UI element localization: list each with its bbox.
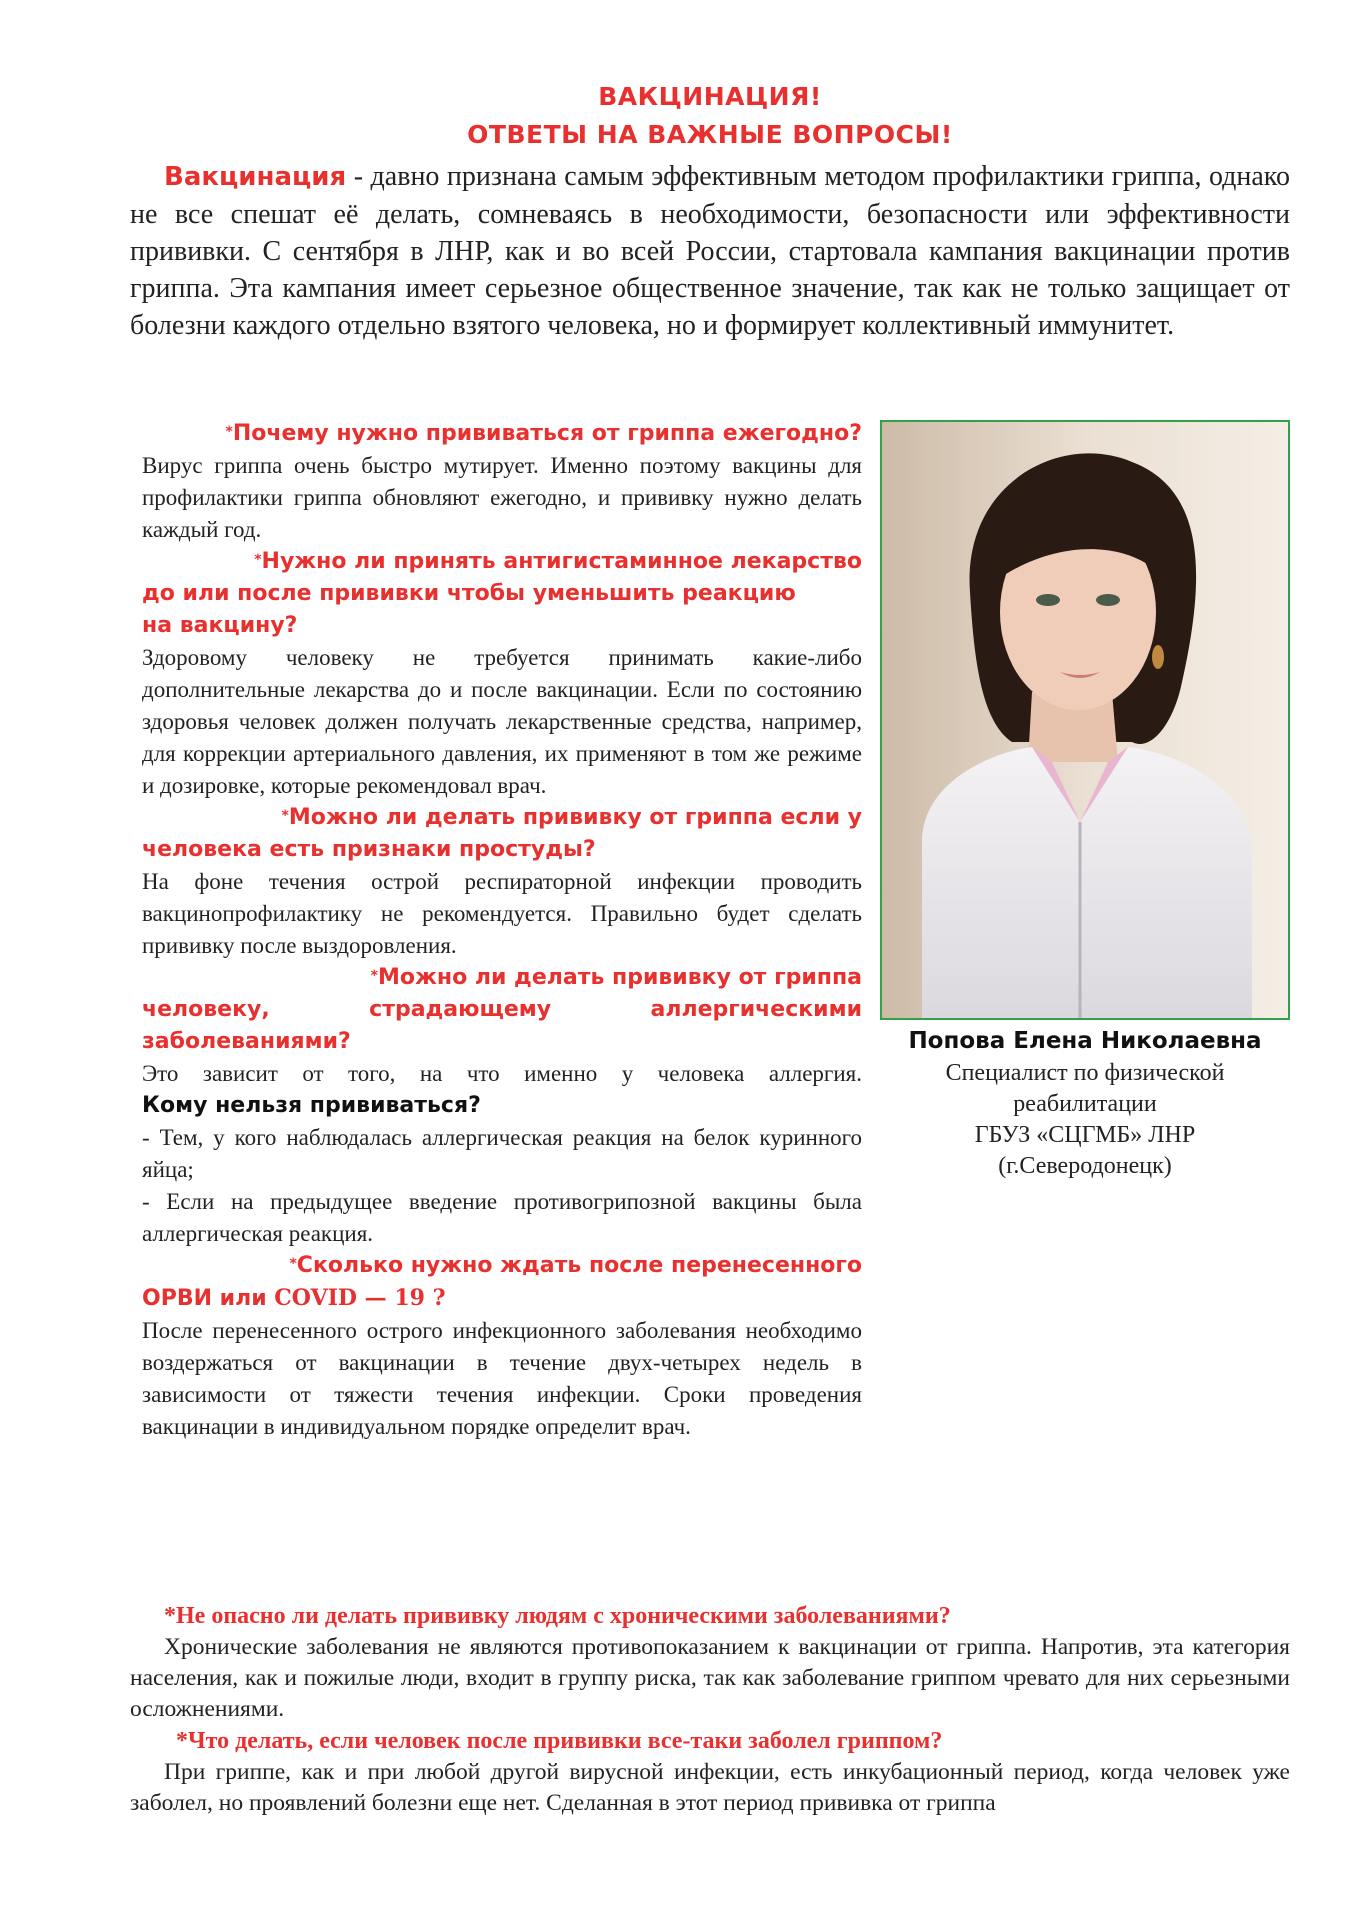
question-2-line1: *Нужно ли принять антигистаминное лекарство bbox=[254, 549, 862, 574]
author-position-line2: реабилитации bbox=[1013, 1091, 1157, 1117]
portrait-illustration bbox=[882, 422, 1288, 1018]
bottom-section bbox=[130, 1600, 1290, 1819]
question-2-line3: на вакцину? bbox=[142, 613, 298, 638]
question-1: *Почему нужно прививаться от гриппа ежегодно? bbox=[225, 421, 862, 446]
answer-5-item2: - Если на предыдущее введение противогрипозной вакцины была аллергическая реакция. bbox=[142, 1189, 862, 1246]
question-6-line2: ОРВИ или COVID — 19 ? bbox=[142, 1285, 446, 1311]
answer-8: При гриппе, как и при любой другой вирусной инфекции, есть инкубационный период, когда человек уже заболел, но проявлений болезни еще нет. Сделанная в этот период прививка от гриппа bbox=[130, 1759, 1290, 1816]
question-3-line1: *Можно ли делать прививку от гриппа если у bbox=[281, 805, 862, 830]
question-4-line2: человеку, страдающему аллергическими bbox=[142, 997, 862, 1022]
answer-3: На фоне течения острой респираторной инфекции проводить вакцинопрофилактику не рекомендуется. Правильно будет сделать прививку после выздоровления. bbox=[142, 869, 862, 958]
answer-2: Здоровому человеку не требуется принимать какие-либо дополнительные лекарства до и после вакцинации. Если по состоянию здоровья человек должен получать лекарственные средства, например, для коррекции артериального давления, их применяют в том же режиме и дозировке, которые рекомендовал врач. bbox=[142, 645, 862, 798]
answer-6: После перенесенного острого инфекционного заболевания необходимо воздержаться от вакцинации в течение двух-четырех недель в зависимости от тяжести течения инфекции. Сроки проведения вакцинации в индивидуальном порядке определит врач. bbox=[142, 1318, 862, 1439]
question-4-line3: заболеваниями? bbox=[142, 1029, 351, 1054]
question-8: *Что делать, если человек после прививки все-таки заболел гриппом? bbox=[176, 1728, 943, 1754]
page-title-line2: ОТВЕТЫ НА ВАЖНЫЕ ВОПРОСЫ! bbox=[467, 120, 953, 149]
intro-keyword: Вакцинация bbox=[164, 162, 347, 192]
author-position-line1: Специалист по физической bbox=[945, 1060, 1225, 1086]
qa-column bbox=[142, 418, 862, 1443]
author-city: (г.Северодонецк) bbox=[998, 1153, 1172, 1179]
answer-7: Хронические заболевания не являются противопоказанием к вакцинации от гриппа. Напротив, эта категория населения, как и пожилые люди, входит в группу риска, так как заболевание гриппом чревато для них серьезными осложнениями. bbox=[130, 1634, 1290, 1722]
answer-4: Это зависит от того, на что именно у человека аллергия. bbox=[142, 1061, 862, 1086]
intro-paragraph bbox=[130, 158, 1290, 344]
author-photo bbox=[880, 420, 1290, 1020]
author-caption bbox=[880, 1024, 1290, 1182]
question-5: Кому нельзя прививаться? bbox=[142, 1093, 481, 1118]
answer-5-item1: - Тем, у кого наблюдалась аллергическая реакция на белок куринного яйца; bbox=[142, 1125, 862, 1182]
question-7: *Не опасно ли делать прививку людям с хроническими заболеваниями? bbox=[164, 1603, 951, 1629]
author-name: Попова Елена Николаевна bbox=[908, 1028, 1262, 1054]
question-3-line2: человека есть признаки простуды? bbox=[142, 837, 596, 862]
question-6-line1: *Сколько нужно ждать после перенесенного bbox=[289, 1253, 862, 1278]
author-organization: ГБУЗ «СЦГМБ» ЛНР bbox=[974, 1122, 1196, 1148]
question-2-line2: до или после прививки чтобы уменьшить реакцию bbox=[142, 581, 796, 606]
intro-text: - давно признана самым эффективным методом профилактики гриппа, однако не все спешат её делать, сомневаясь в необходимости, безопасности или эффективности прививки. С сентября в ЛНР, как и во всей России, стартовала кампания вакцинации против гриппа. Эта кампания имеет серьезное общественное значение, так как не только защищает от болезни каждого отдельно взятого человека, но и формирует коллективный иммунитет. bbox=[130, 161, 1290, 341]
page-title-line1: ВАКЦИНАЦИЯ! bbox=[598, 82, 822, 111]
question-4-line1: *Можно ли делать прививку от гриппа bbox=[370, 965, 862, 990]
answer-1: Вирус гриппа очень быстро мутирует. Именно поэтому вакцины для профилактики гриппа обновляют ежегодно, и прививку нужно делать каждый год. bbox=[142, 453, 862, 542]
